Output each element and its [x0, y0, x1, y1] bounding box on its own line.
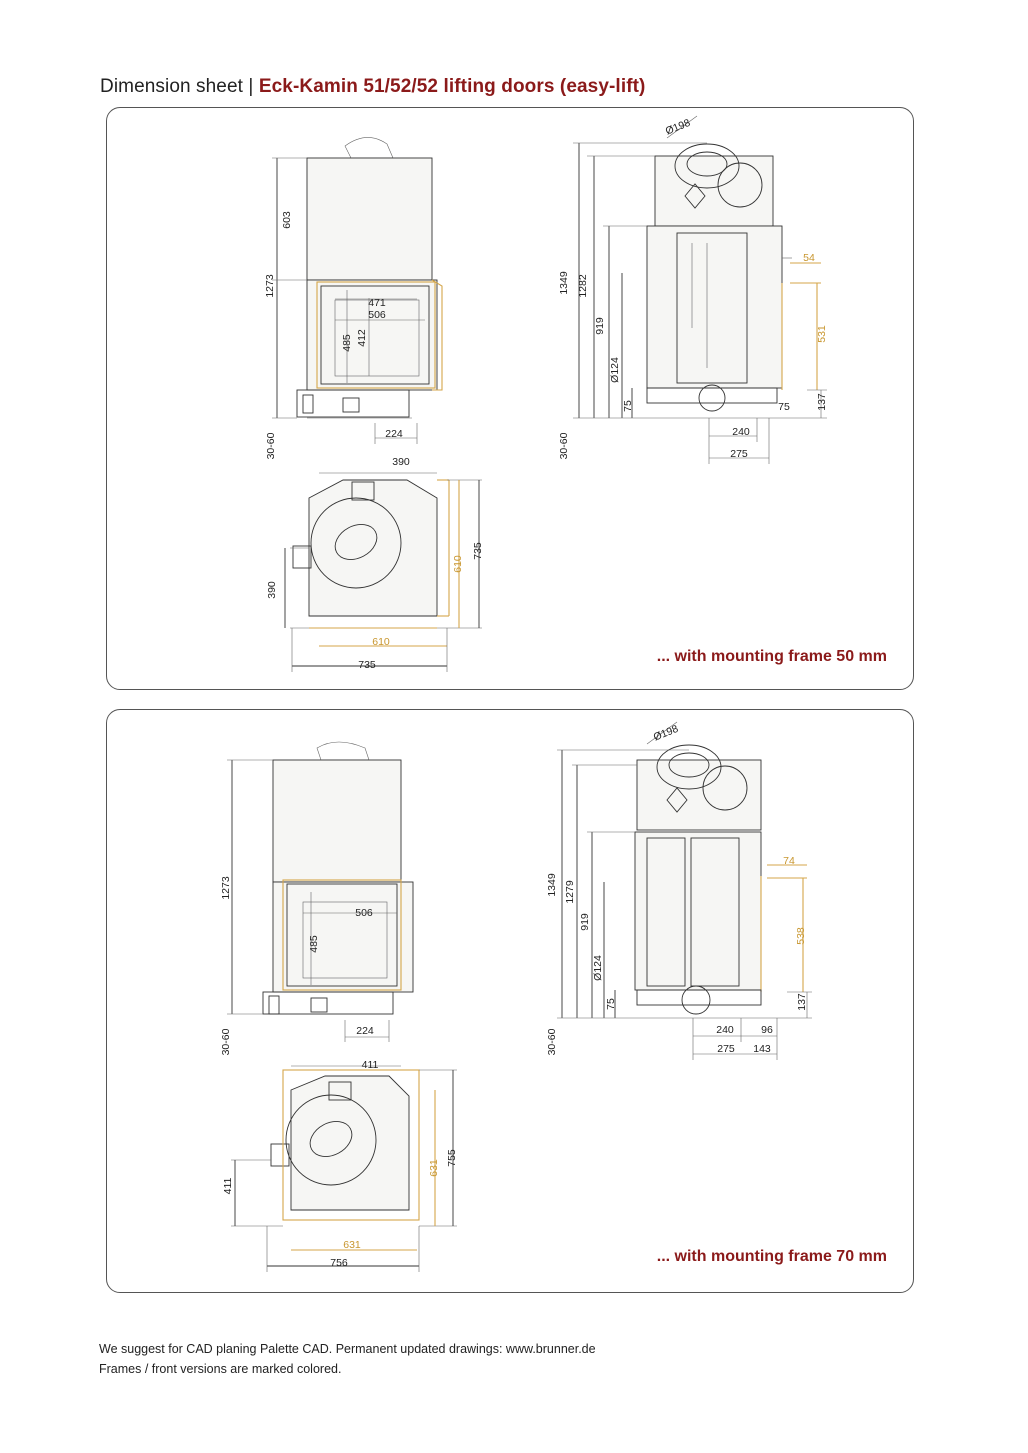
panel-frame-70 [106, 709, 914, 1293]
side70-dim-74: 74 [783, 855, 795, 867]
plan70-dim-631-bottom: 631 [343, 1239, 361, 1251]
plan70-dim-411-top: 411 [361, 1059, 379, 1071]
side70-dim-143: 143 [753, 1043, 771, 1055]
plan-dim-390-top: 390 [392, 456, 410, 468]
side70-dim-240: 240 [716, 1024, 734, 1036]
side-dim-919: 919 [594, 317, 606, 335]
plan-dim-390-left: 390 [266, 581, 278, 599]
side70-dim-919: 919 [579, 913, 591, 931]
page-title [100, 76, 645, 98]
front-dim-603: 603 [281, 211, 293, 229]
side70-dim-1349: 1349 [546, 873, 558, 897]
side70-dim-124: Ø124 [592, 955, 604, 981]
plan-dim-610-bottom: 610 [372, 636, 390, 648]
side-dim-275: 275 [730, 448, 748, 460]
front-dim-412: 412 [356, 329, 368, 347]
drawing-frame-50 [107, 108, 913, 689]
plan-dim-735-bottom: 735 [358, 659, 376, 671]
side70-dim-30-60: 30-60 [546, 1028, 558, 1056]
plan-dim-735-right: 735 [472, 542, 484, 560]
side-dim-137: 137 [816, 393, 828, 411]
side70-dim-75: 75 [605, 998, 617, 1010]
side-dim-198: Ø198 [663, 116, 693, 138]
title-model: Eck-Kamin 51/52/52 lifting doors (easy-lift) [258, 76, 646, 97]
side-dim-75-left: 75 [622, 400, 634, 412]
side-dim-531: 531 [816, 325, 828, 343]
side-dim-30-60: 30-60 [558, 432, 570, 460]
panel-frame-50 [106, 107, 914, 690]
footer-cad-note: We suggest for CAD planing Palette CAD. Permanent updated drawings: www.brunner.de [99, 1342, 596, 1356]
side70-dim-1279: 1279 [564, 880, 576, 904]
drawing-frame-70 [107, 710, 913, 1292]
front-view-drawing [272, 137, 442, 444]
side-dim-1349: 1349 [558, 271, 570, 295]
side-dim-240: 240 [732, 426, 750, 438]
plan70-dim-755-right: 755 [446, 1149, 458, 1167]
caption-frame-70: ... with mounting frame 70 mm [656, 1248, 887, 1265]
side70-dim-137: 137 [796, 993, 808, 1011]
side70-dim-275: 275 [717, 1043, 735, 1055]
front-dim-506: 506 [368, 309, 386, 321]
front70-dim-224: 224 [356, 1025, 374, 1037]
side-dim-75-right: 75 [778, 401, 790, 413]
front-dim-30-60: 30-60 [265, 432, 277, 460]
plan70-dim-631-right: 631 [428, 1159, 440, 1177]
side70-dim-96: 96 [761, 1024, 773, 1036]
caption-frame-50: ... with mounting frame 50 mm [656, 648, 887, 665]
side-dim-1282: 1282 [577, 274, 589, 298]
title-prefix: Dimension sheet [100, 76, 244, 97]
plan-dim-610-right: 610 [452, 555, 464, 573]
side70-dim-538: 538 [795, 927, 807, 945]
front-dim-224: 224 [385, 428, 403, 440]
side-view-drawing-70 [557, 722, 812, 1060]
side70-dim-198: Ø198 [651, 722, 681, 744]
front70-dim-485: 485 [308, 935, 320, 953]
front-dim-1273: 1273 [264, 274, 276, 298]
front-dim-471: 471 [368, 297, 386, 309]
title-separator: | [248, 76, 254, 97]
plan70-dim-756-bottom: 756 [330, 1257, 348, 1269]
side-dim-54: 54 [803, 252, 815, 264]
front-view-drawing-70 [227, 742, 413, 1042]
front70-dim-1273: 1273 [220, 876, 232, 900]
front70-dim-30-60: 30-60 [220, 1028, 232, 1056]
footer-frame-note: Frames / front versions are marked colored. [99, 1362, 342, 1376]
plan70-dim-411-left: 411 [222, 1177, 234, 1195]
side-dim-124: Ø124 [609, 357, 621, 383]
front-dim-485: 485 [341, 334, 353, 352]
front70-dim-506: 506 [355, 907, 373, 919]
